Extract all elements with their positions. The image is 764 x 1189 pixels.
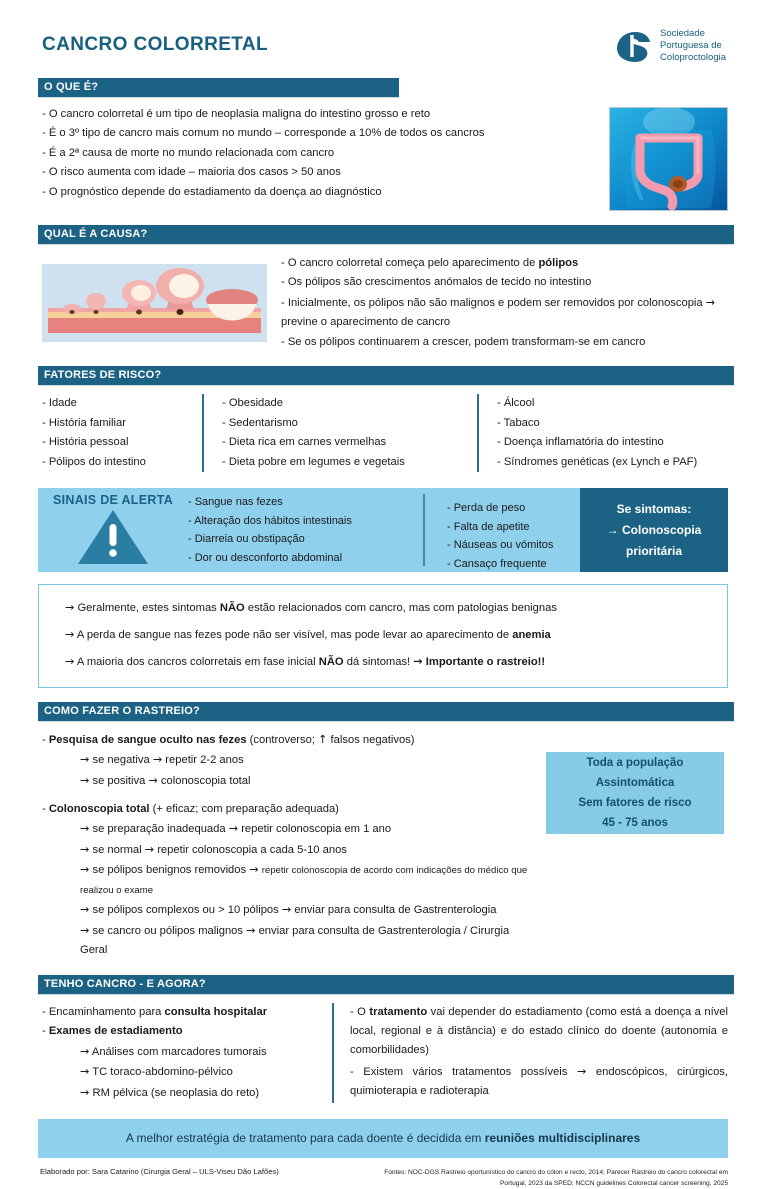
- list-item: → se pólipos benignos removidos → repetir colonoscopia de acordo com indicações do médico que realizou o exame: [80, 863, 528, 896]
- colon-figure-svg: [610, 108, 728, 211]
- list-item: → se pólipos complexos ou > 10 pólipos → enviar para consulta de Gastrenterologia: [80, 903, 497, 917]
- list-item: - O cancro colorretal começa pelo aparecimento de pólipos: [281, 256, 579, 269]
- list-item: - Síndromes genéticas (ex Lynch e PAF): [497, 455, 698, 468]
- spcp-logo-icon: [613, 29, 653, 63]
- key-notes-box: [38, 584, 728, 688]
- screening-spacer: [42, 791, 534, 800]
- paragraph: → A perda de sangue nas fezes pode não ser visível, mas pode levar ao aparecimento de anemia: [65, 628, 551, 642]
- footer-author: Elaborado por: Sara Catarino (Cirurgia Geral – ULS-Viseu Dão Lafões): [40, 1167, 279, 1177]
- paragraph: - O tratamento vai depender do estadiamento (como está a doença a nível local, regional e à distância) e do estado clínico do doente (autonomia e comorbilidades): [350, 1005, 728, 1056]
- list-item: - História pessoal: [42, 436, 129, 449]
- list-item: → se positiva → colonoscopia total: [80, 773, 251, 787]
- list-item: - Sedentarismo: [222, 416, 298, 429]
- risk-list-1: [42, 394, 202, 472]
- list-item: - É a 2ª causa de morte no mundo relacionada com cancro: [42, 146, 335, 159]
- footer-sources: Fontes: NOC-DGS Rastreio oportunístico do cancro do cólon e recto, 2014; Parecer Rastreio do cancro colorectal em Portugal, 2023 da SPED; NCCN guidelines Colorectal cancer screening, 2025: [384, 1169, 728, 1188]
- list-item: - Náuseas ou vómitos: [447, 539, 554, 552]
- page-title: CANCRO COLORRETAL: [42, 34, 268, 55]
- population-line-0: Toda a população: [586, 757, 684, 770]
- have-cancer-list: [42, 1003, 332, 1042]
- section-what: [38, 105, 728, 211]
- warning-signs-title: SINAIS DE ALERTA: [52, 493, 174, 508]
- logo-text: [660, 28, 726, 64]
- population-line-2: Sem fatores de risco: [578, 797, 692, 810]
- left-margin-strip: [0, 0, 24, 1080]
- list-item: - Pólipos do intestino: [42, 455, 146, 468]
- have-cancer-left: [38, 1003, 332, 1104]
- warning-list-2: [447, 499, 580, 573]
- population-line-1: Assintomática: [595, 777, 675, 790]
- list-item: - Dieta pobre em legumes e vegetais: [222, 455, 405, 468]
- section-have-cancer: [38, 1003, 728, 1104]
- section-header-screening: COMO FAZER O RASTREIO?: [38, 702, 734, 721]
- list-item: - Os pólipos são crescimentos anómalos de tecido no intestino: [281, 276, 592, 289]
- list-item: → se cancro ou pólipos malignos → enviar para consulta de Gastrenterologia / Cirurgia Geral: [80, 923, 510, 957]
- risk-column-1: [42, 394, 202, 472]
- cause-text: [281, 252, 728, 353]
- list-item: - É o 3º tipo de cancro mais comum no mundo – corresponde a 10% de todos os cancros: [42, 127, 485, 140]
- screening-text: [38, 730, 534, 961]
- list-item: → Análises com marcadores tumorais: [80, 1044, 267, 1058]
- screening-block-1: [42, 800, 534, 961]
- list-item: - Diarreia ou obstipação: [188, 533, 305, 546]
- screening-subs-1: [42, 819, 534, 961]
- paragraph: - Existem vários tratamentos possíveis → endoscópicos, cirúrgicos, quimioterapia e radioterapia: [350, 1064, 729, 1097]
- warning-signs-title-block: [38, 488, 188, 572]
- list-item: - Inicialmente, os pólipos não são malignos e podem ser removidos por colonoscopia → previne o aparecimento de cancro: [281, 295, 716, 329]
- logo-line-1: Sociedade: [659, 28, 705, 39]
- list-item: - O risco aumenta com idade – maioria dos casos > 50 anos: [42, 166, 341, 179]
- list-item: - Tabaco: [497, 416, 540, 429]
- risk-list-2: [222, 394, 477, 472]
- population-line-3: 45 - 75 anos: [602, 817, 668, 830]
- list-item: → se normal → repetir colonoscopia a cada 5-10 anos: [80, 842, 347, 856]
- what-list: [42, 105, 601, 203]
- list-item: - Doença inflamatória do intestino: [497, 436, 664, 449]
- target-population-box: [546, 752, 724, 834]
- list-item: - Exames de estadiamento: [42, 1025, 183, 1038]
- list-item: - Dieta rica em carnes vermelhas: [222, 436, 387, 449]
- warning-list-1: [188, 493, 423, 567]
- list-item: - Alteração dos hábitos intestinais: [188, 514, 352, 527]
- colon-anatomy-illustration: [609, 107, 728, 211]
- screening-head-0: - Pesquisa de sangue oculto nas fezes (controverso; ↑ falsos negativos): [42, 733, 415, 747]
- section-cause: [38, 252, 728, 353]
- list-item: - Encaminhamento para consulta hospitalar: [42, 1005, 268, 1018]
- screening-block-0: [42, 730, 534, 791]
- screening-subs-0: [42, 750, 534, 791]
- risk-column-3: [477, 394, 697, 472]
- warning-signs-panel: [38, 488, 728, 572]
- list-item: - Falta de apetite: [447, 520, 530, 533]
- warning-signs-column-1: [188, 488, 423, 572]
- polyp-figure-svg: [42, 264, 267, 342]
- logo-line-2: Portuguesa de: [659, 39, 722, 51]
- list-item: - Obesidade: [222, 397, 283, 410]
- list-item: - História familiar: [42, 416, 126, 429]
- cause-list: [281, 254, 728, 353]
- paragraph: → A maioria dos cancros colorretais em fase inicial NÃO dá sintomas! → Importante o rastreio!!: [65, 655, 546, 669]
- paragraph: → Geralmente, estes sintomas NÃO estão relacionados com cancro, mas com patologias benignas: [65, 601, 557, 615]
- section-header-have-cancer: TENHO CANCRO - E AGORA?: [38, 975, 734, 994]
- section-risk-factors: [38, 394, 728, 472]
- polyp-progression-illustration: [42, 264, 267, 342]
- organization-logo: [613, 28, 728, 64]
- list-item: - O cancro colorretal é um tipo de neoplasia maligna do intestino grosso e reto: [42, 107, 431, 120]
- list-item: → se preparação inadequada → repetir colonoscopia em 1 ano: [80, 822, 392, 836]
- content-column: [38, 0, 729, 1188]
- list-item: - Se os pólipos continuarem a crescer, podem transformam-se em cancro: [281, 335, 646, 348]
- notes-list: [39, 595, 727, 676]
- multidisciplinary-banner: A melhor estratégia de tratamento para cada doente é decidida em reuniões multidisciplinares: [38, 1119, 728, 1158]
- callout-line-1: Se sintomas:: [616, 501, 692, 516]
- callout-line-3: prioritária: [625, 543, 682, 558]
- have-cancer-subs: [42, 1042, 332, 1104]
- document-header: [38, 0, 728, 64]
- list-item: - Idade: [42, 397, 77, 410]
- callout-line-2: → Colonoscopia: [606, 522, 702, 537]
- risk-column-2: [202, 394, 477, 472]
- section-screening: [38, 730, 728, 961]
- section-header-cause: QUAL É A CAUSA?: [38, 225, 734, 244]
- section-header-risk: FATORES DE RISCO?: [38, 366, 734, 385]
- list-item: - Sangue nas fezes: [188, 496, 283, 509]
- list-item: - Perda de peso: [447, 502, 526, 515]
- warning-triangle-icon: [76, 508, 150, 566]
- list-item: - O prognóstico depende do estadiamento da doença ao diagnóstico: [42, 185, 382, 198]
- document-footer: [38, 1167, 728, 1189]
- have-cancer-right: [332, 1003, 728, 1104]
- warning-signs-column-2: [423, 494, 580, 570]
- screening-head-1: - Colonoscopia total (+ eficaz; com preparação adequada): [42, 803, 339, 816]
- risk-list-3: [497, 394, 697, 472]
- section-header-what: O QUE É?: [38, 78, 399, 97]
- list-item: - Dor ou desconforto abdominal: [188, 551, 343, 564]
- list-item: → TC toraco-abdomino-pélvico: [80, 1065, 233, 1079]
- what-text: [38, 105, 601, 211]
- list-item: → se negativa → repetir 2-2 anos: [80, 753, 244, 767]
- list-item: → RM pélvica (se neoplasia do reto): [80, 1085, 260, 1099]
- symptoms-callout: [580, 488, 728, 572]
- list-item: - Álcool: [497, 397, 535, 410]
- logo-line-3: Coloproctologia: [659, 51, 726, 63]
- list-item: - Cansaço frequente: [447, 557, 547, 570]
